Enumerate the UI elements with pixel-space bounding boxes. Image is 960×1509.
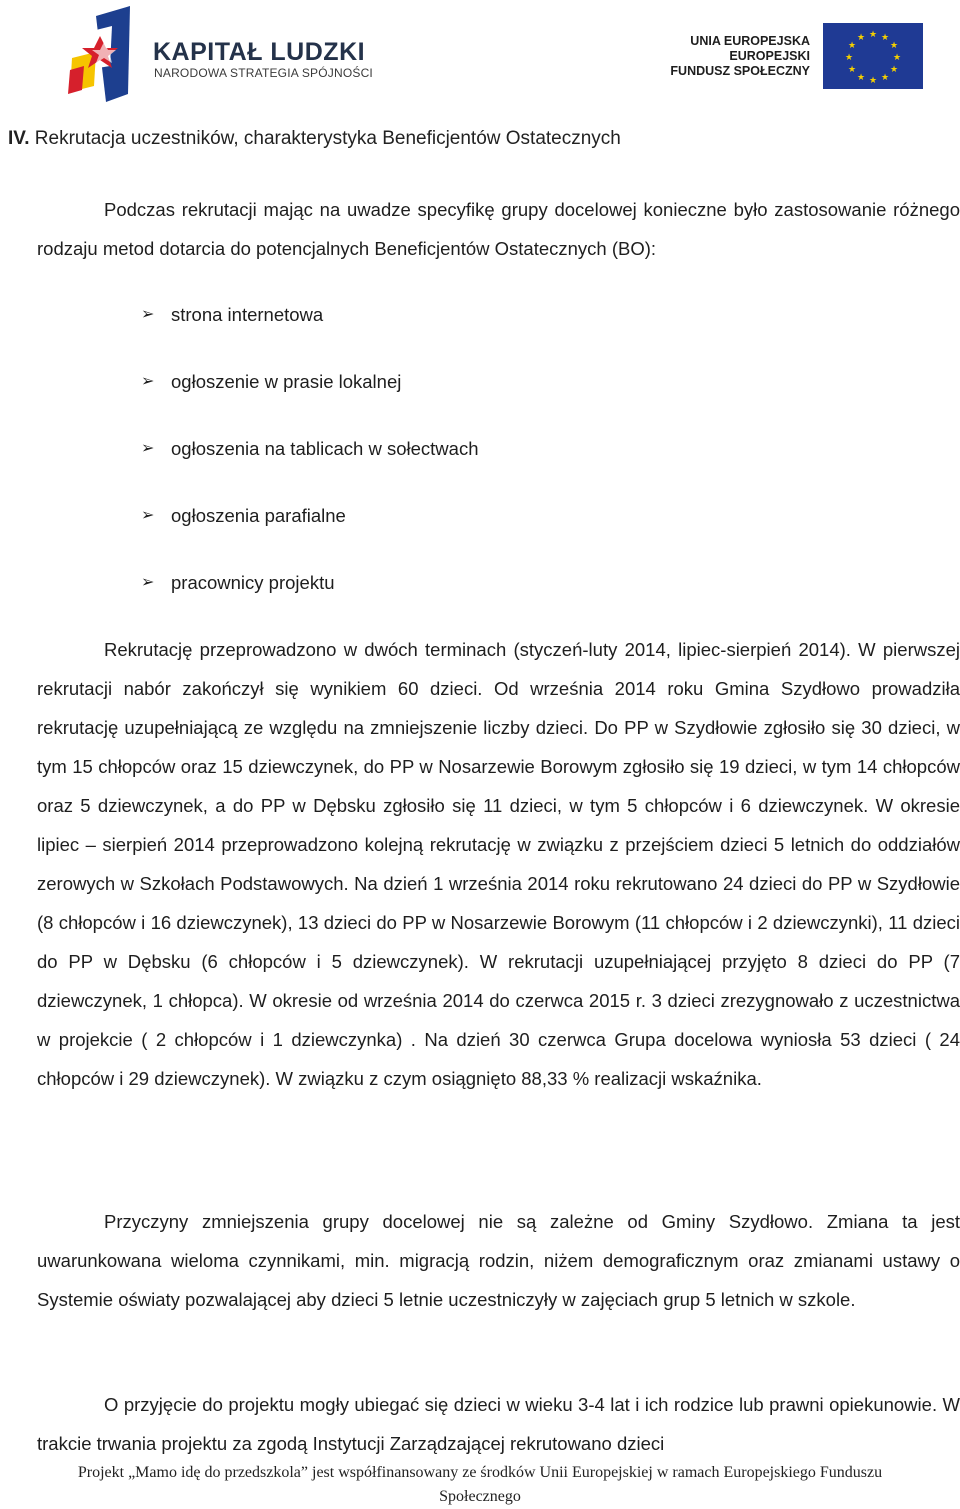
recruitment-methods-list	[141, 296, 478, 631]
arrow-bullet-icon: ➢	[141, 574, 155, 591]
eligibility-paragraph: O przyjęcie do projektu mogły ubiegać się dzieci w wieku 3-4 lat i ich rodzice lub prawni opiekunowie. W trakcie trwania projektu za zgodą Instytucji Zarządzającej rekrutowano dzieci	[37, 1394, 960, 1454]
footer-line-1: Projekt „Mamo idę do przedszkola” jest współfinansowany ze środków Unii Europejskiej w ramach Europejskiego Funduszu	[77, 1464, 883, 1481]
eu-flag-icon	[823, 23, 923, 89]
kapital-ludzki-title: KAPITAŁ LUDZKI	[153, 38, 366, 66]
arrow-bullet-icon: ➢	[141, 373, 155, 390]
kapital-ludzki-subtitle: NARODOWA STRATEGIA SPÓJNOŚCI	[154, 66, 373, 80]
svg-text:★: ★	[856, 33, 866, 43]
list-item-text: strona internetowa	[171, 304, 324, 325]
svg-text:★: ★	[889, 41, 899, 51]
svg-text:★: ★	[880, 73, 890, 83]
section-heading	[8, 128, 928, 150]
footer-line-2: Społecznego	[439, 1488, 521, 1505]
arrow-bullet-icon: ➢	[141, 440, 155, 457]
list-item	[141, 363, 478, 430]
arrow-bullet-icon: ➢	[141, 507, 155, 524]
svg-text:★: ★	[880, 33, 890, 43]
section-title: Rekrutacja uczestników, charakterystyka Beneficjentów Ostatecznych	[34, 128, 621, 149]
svg-text:★: ★	[889, 65, 899, 75]
eu-line-3: FUNDUSZ SPOŁECZNY	[670, 64, 810, 78]
list-item	[141, 564, 478, 631]
page-header	[0, 0, 960, 112]
eu-fund-label	[0, 34, 810, 79]
svg-text:★: ★	[847, 41, 857, 51]
recruitment-paragraph: Rekrutację przeprowadzono w dwóch terminach (styczeń-luty 2014, lipiec-sierpień 2014). W pierwszej rekrutacji nabór zakończył się wynikiem 60 dzieci. Od września 2014 roku Gmina Szydłowo prowadziła rekrutację uzupełniającą ze względu na zmniejszenie liczby dzieci. Do PP w Szydłowie zgłosiło się 30 dzieci, w tym 15 chłopców oraz 15 dziewczynek, do PP w Nosarzewie Borowym zgłosiło się 19 dzieci, w tym 14 chłopców oraz 5 dziewczynek, a do PP w Dębsku zgłosiło się 11 dzieci, w tym 5 chłopców i 6 dziewczynek. W okresie lipiec – sierpień 2014 przeprowadzono kolejną rekrutację w związku z przejściem dzieci 5 letnich do oddziałów zerowych w Szkołach Podstawowych. Na dzień 1 września 2014 roku rekrutowano 24 dzieci do PP w Szydłowie (8 chłopców i 16 dziewczynek), 13 dzieci do PP w Nosarzewie Borowym (11 chłopców i 2 dziewczynki), 11 dzieci do PP w Dębsku (6 chłopców i 5 dziewczynek). W rekrutacji uzupełniającej przyjęto 8 dzieci do PP (7 dziewczynek, 1 chłopca). W okresie od września 2014 do czerwca 2015 r. 3 dzieci zrezygnowało z uczestnictwa w projekcie ( 2 chłopców i 1 dziewczynka) . Na dzień 30 czerwca Grupa docelowa wyniosła 53 dzieci ( 24 chłopców i 29 dziewczynek). W związku z czym osiągnięto 88,33 % realizacji wskaźnika.	[37, 639, 960, 1089]
eu-line-2: EUROPEJSKI	[729, 49, 810, 63]
arrow-bullet-icon: ➢	[141, 306, 155, 323]
list-item-text: ogłoszenie w prasie lokalnej	[171, 371, 402, 392]
reasons-paragraph: Przyczyny zmniejszenia grupy docelowej nie są zależne od Gminy Szydłowo. Zmiana ta jest uwarunkowana wieloma czynnikami, min. migracją rodzin, niżem demograficznym oraz zmianami ustawy o Systemie oświaty pozwalającej aby dzieci 5 letnie uczestniczyły w zajęciach grup 5 letnich w szkole.	[37, 1211, 960, 1310]
list-item	[141, 430, 478, 497]
list-item-text: pracownicy projektu	[171, 572, 335, 593]
list-item-text: ogłoszenia parafialne	[171, 505, 346, 526]
section-number: IV.	[8, 128, 30, 149]
eu-line-1: UNIA EUROPEJSKA	[690, 34, 810, 48]
svg-text:★: ★	[847, 65, 857, 75]
list-item	[141, 497, 478, 564]
svg-text:★: ★	[856, 73, 866, 83]
svg-text:★: ★	[868, 30, 878, 40]
svg-text:★: ★	[868, 76, 878, 86]
intro-paragraph: Podczas rekrutacji mając na uwadze specyfikę grupy docelowej konieczne było zastosowanie różnego rodzaju metod dotarcia do potencjalnych Beneficjentów Ostatecznych (BO):	[37, 199, 960, 259]
list-item	[141, 296, 478, 363]
list-item-text: ogłoszenia na tablicach w sołectwach	[171, 438, 479, 459]
svg-text:★: ★	[844, 53, 854, 63]
svg-text:★: ★	[892, 53, 902, 63]
